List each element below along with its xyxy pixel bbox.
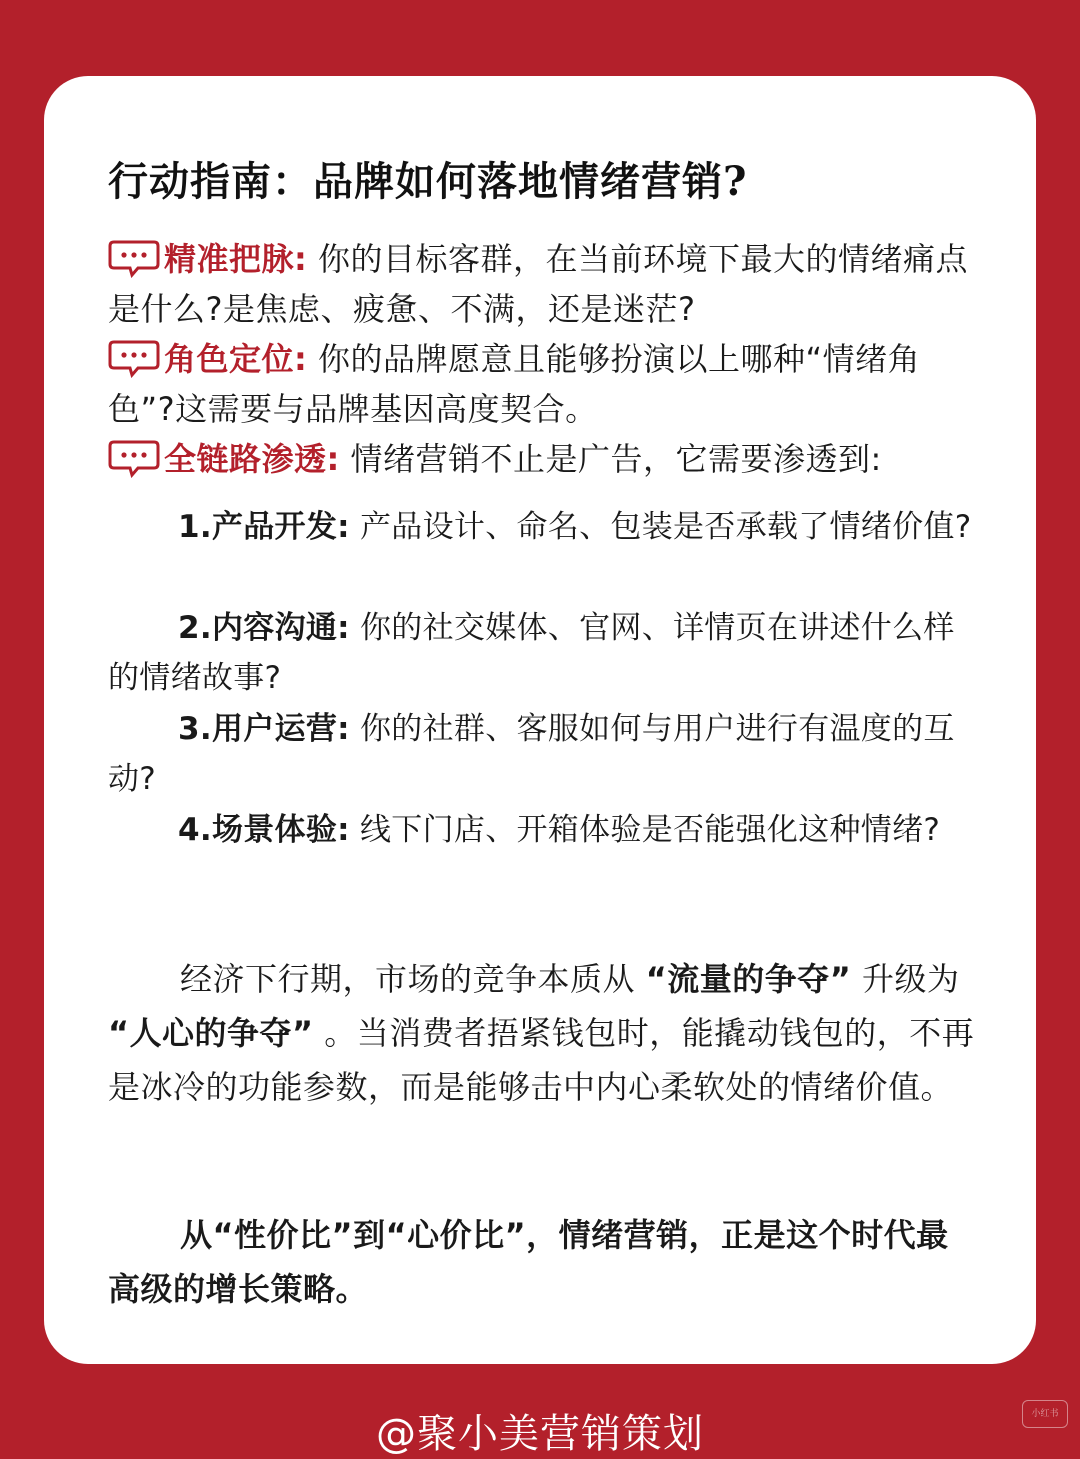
subpoint-label: 1.产品开发: (178, 509, 350, 545)
author-handle: @聚小美营销策划 (376, 1411, 704, 1457)
subpoint-user-ops (108, 704, 978, 804)
paragraph-text: 经济下行期，市场的竞争本质从 (180, 960, 646, 998)
subpoint-label: 4.场景体验: (178, 812, 350, 848)
conclusion-text: 从“性价比”到“心价比”，情绪营销，正是这个时代最高级的增长策略。 (108, 1216, 949, 1308)
point-label: 全链路渗透: (164, 440, 340, 478)
point-text: 你的目标客群，在当前环境下最大的情绪痛点是什么?是焦虑、疲惫、不满，还是迷茫? (108, 240, 968, 328)
point-label: 精准把脉: (164, 240, 308, 278)
speech-bubble-icon (108, 338, 160, 378)
subpoint-scene-exp (108, 805, 978, 855)
speech-bubble-icon (108, 438, 160, 478)
point-text: 你的品牌愿意且能够扮演以上哪种“情绪角色”?这需要与品牌基因高度契合。 (108, 340, 921, 428)
paragraph-text: 。当消费者捂紧钱包时，能撬动钱包的，不再是冰冷的功能参数，而是能够击中内心柔软处的情绪价值。 (108, 1014, 975, 1106)
paragraph-text: 升级为 (851, 960, 960, 998)
point-label: 角色定位: (164, 340, 308, 378)
platform-watermark: 小红书 (1022, 1400, 1068, 1428)
speech-bubble-icon (108, 238, 160, 278)
emphasis-traffic: “流量的争夺” (645, 960, 852, 998)
point-role-position (108, 334, 978, 434)
page-title: 行动指南：品牌如何落地情绪营销? (108, 158, 748, 205)
subpoint-text: 产品设计、命名、包装是否承载了情绪价值? (360, 509, 972, 545)
paragraph-conclusion (108, 1208, 978, 1316)
subpoint-label: 2.内容沟通: (178, 610, 350, 646)
subpoint-text: 你的社群、客服如何与用户进行有温度的互动? (108, 711, 955, 797)
emphasis-hearts: “人心的争夺” (108, 1014, 314, 1052)
subpoint-text: 你的社交媒体、官网、详情页在讲述什么样的情绪故事? (108, 610, 955, 696)
point-precise-pulse (108, 234, 978, 334)
paragraph-economy (108, 952, 978, 1114)
subpoint-label: 3.用户运营: (178, 711, 350, 747)
point-full-chain (108, 434, 978, 484)
subpoint-product-dev (108, 502, 978, 552)
subpoint-content-comm (108, 603, 978, 703)
point-text: 情绪营销不止是广告，它需要渗透到: (350, 440, 882, 478)
subpoint-text: 线下门店、开箱体验是否能强化这种情绪? (360, 812, 941, 848)
